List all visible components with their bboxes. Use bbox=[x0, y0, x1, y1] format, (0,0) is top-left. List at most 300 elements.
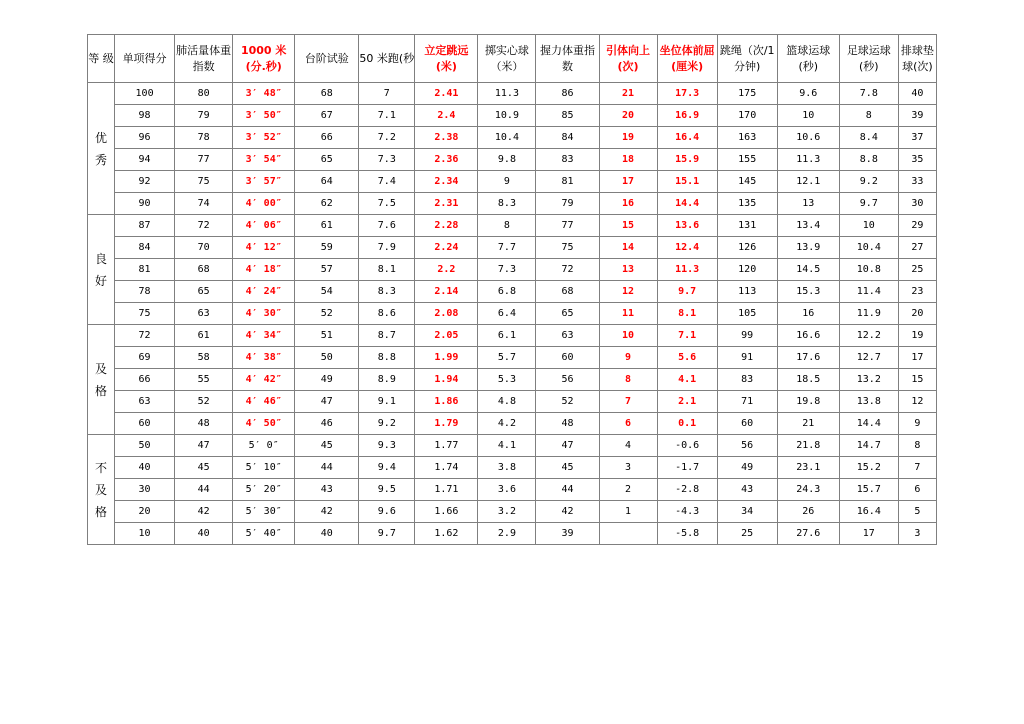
cell-pull-up: 17 bbox=[599, 171, 657, 193]
cell-sit-and-reach: -1.7 bbox=[657, 457, 717, 479]
cell-volleyball: 37 bbox=[898, 127, 936, 149]
cell-shot-put: 9.8 bbox=[478, 149, 536, 171]
cell-pull-up: 2 bbox=[599, 479, 657, 501]
cell-step-test: 61 bbox=[295, 215, 359, 237]
cell-football: 8.4 bbox=[839, 127, 898, 149]
header-step-test: 台阶试验 bbox=[295, 35, 359, 83]
cell-step-test: 49 bbox=[295, 369, 359, 391]
cell-score: 92 bbox=[115, 171, 175, 193]
cell-jump-rope: 49 bbox=[717, 457, 777, 479]
cell-football: 8 bbox=[839, 105, 898, 127]
cell-long-jump: 1.66 bbox=[415, 501, 478, 523]
cell-sit-and-reach: 0.1 bbox=[657, 413, 717, 435]
cell-sit-and-reach: 7.1 bbox=[657, 325, 717, 347]
cell-grip-strength: 81 bbox=[536, 171, 599, 193]
cell-pull-up: 15 bbox=[599, 215, 657, 237]
cell-shot-put: 6.4 bbox=[478, 303, 536, 325]
cell-grip-strength: 86 bbox=[536, 83, 599, 105]
cell-sit-and-reach: -4.3 bbox=[657, 501, 717, 523]
cell-volleyball: 7 bbox=[898, 457, 936, 479]
table-row bbox=[88, 369, 937, 391]
cell-50m: 7.9 bbox=[359, 237, 415, 259]
cell-long-jump: 1.62 bbox=[415, 523, 478, 545]
cell-jump-rope: 71 bbox=[717, 391, 777, 413]
header-row bbox=[88, 35, 937, 83]
cell-step-test: 43 bbox=[295, 479, 359, 501]
cell-basketball: 13 bbox=[777, 193, 839, 215]
cell-pull-up: 21 bbox=[599, 83, 657, 105]
cell-long-jump: 2.24 bbox=[415, 237, 478, 259]
table-row bbox=[88, 105, 937, 127]
cell-step-test: 57 bbox=[295, 259, 359, 281]
cell-jump-rope: 113 bbox=[717, 281, 777, 303]
table-row bbox=[88, 237, 937, 259]
cell-step-test: 54 bbox=[295, 281, 359, 303]
cell-1000m: 4′ 50″ bbox=[233, 413, 295, 435]
cell-long-jump: 1.86 bbox=[415, 391, 478, 413]
score-table bbox=[87, 34, 937, 545]
cell-basketball: 17.6 bbox=[777, 347, 839, 369]
table-row bbox=[88, 347, 937, 369]
cell-step-test: 66 bbox=[295, 127, 359, 149]
cell-vital-capacity: 77 bbox=[175, 149, 233, 171]
cell-long-jump: 1.71 bbox=[415, 479, 478, 501]
cell-jump-rope: 99 bbox=[717, 325, 777, 347]
cell-volleyball: 17 bbox=[898, 347, 936, 369]
cell-sit-and-reach: 15.1 bbox=[657, 171, 717, 193]
cell-vital-capacity: 40 bbox=[175, 523, 233, 545]
cell-grip-strength: 65 bbox=[536, 303, 599, 325]
cell-pull-up: 14 bbox=[599, 237, 657, 259]
cell-basketball: 13.4 bbox=[777, 215, 839, 237]
cell-vital-capacity: 44 bbox=[175, 479, 233, 501]
grade-label-char: 不 bbox=[95, 460, 108, 475]
cell-jump-rope: 175 bbox=[717, 83, 777, 105]
cell-score: 69 bbox=[115, 347, 175, 369]
cell-score: 96 bbox=[115, 127, 175, 149]
cell-volleyball: 12 bbox=[898, 391, 936, 413]
cell-sit-and-reach: 14.4 bbox=[657, 193, 717, 215]
cell-shot-put: 3.2 bbox=[478, 501, 536, 523]
cell-pull-up: 16 bbox=[599, 193, 657, 215]
cell-sit-and-reach: 5.6 bbox=[657, 347, 717, 369]
cell-jump-rope: 60 bbox=[717, 413, 777, 435]
cell-score: 98 bbox=[115, 105, 175, 127]
cell-grip-strength: 84 bbox=[536, 127, 599, 149]
cell-basketball: 23.1 bbox=[777, 457, 839, 479]
header-football: 足球运球(秒) bbox=[839, 35, 898, 83]
table-row bbox=[88, 281, 937, 303]
cell-sit-and-reach: 11.3 bbox=[657, 259, 717, 281]
header-grip-strength: 握力体重指数 bbox=[536, 35, 599, 83]
table-row bbox=[88, 391, 937, 413]
cell-1000m: 3′ 50″ bbox=[233, 105, 295, 127]
cell-vital-capacity: 70 bbox=[175, 237, 233, 259]
cell-football: 17 bbox=[839, 523, 898, 545]
table-row bbox=[88, 303, 937, 325]
cell-volleyball: 30 bbox=[898, 193, 936, 215]
cell-score: 100 bbox=[115, 83, 175, 105]
cell-jump-rope: 163 bbox=[717, 127, 777, 149]
table-body bbox=[88, 83, 937, 545]
header-pull-up: 引体向上(次) bbox=[599, 35, 657, 83]
cell-score: 30 bbox=[115, 479, 175, 501]
cell-football: 16.4 bbox=[839, 501, 898, 523]
cell-football: 12.7 bbox=[839, 347, 898, 369]
cell-football: 11.4 bbox=[839, 281, 898, 303]
cell-shot-put: 9 bbox=[478, 171, 536, 193]
cell-1000m: 5′ 40″ bbox=[233, 523, 295, 545]
cell-vital-capacity: 74 bbox=[175, 193, 233, 215]
cell-step-test: 42 bbox=[295, 501, 359, 523]
cell-50m: 7.3 bbox=[359, 149, 415, 171]
cell-1000m: 3′ 52″ bbox=[233, 127, 295, 149]
cell-jump-rope: 91 bbox=[717, 347, 777, 369]
cell-basketball: 9.6 bbox=[777, 83, 839, 105]
cell-long-jump: 1.94 bbox=[415, 369, 478, 391]
header-sit-and-reach: 坐位体前屈(厘米) bbox=[657, 35, 717, 83]
table-row bbox=[88, 171, 937, 193]
cell-sit-and-reach: -5.8 bbox=[657, 523, 717, 545]
cell-score: 94 bbox=[115, 149, 175, 171]
cell-vital-capacity: 58 bbox=[175, 347, 233, 369]
cell-long-jump: 2.38 bbox=[415, 127, 478, 149]
table-row bbox=[88, 193, 937, 215]
cell-basketball: 10.6 bbox=[777, 127, 839, 149]
cell-sit-and-reach: 2.1 bbox=[657, 391, 717, 413]
cell-football: 10.8 bbox=[839, 259, 898, 281]
cell-long-jump: 2.31 bbox=[415, 193, 478, 215]
cell-step-test: 59 bbox=[295, 237, 359, 259]
cell-50m: 9.6 bbox=[359, 501, 415, 523]
cell-long-jump: 1.77 bbox=[415, 435, 478, 457]
cell-sit-and-reach: 17.3 bbox=[657, 83, 717, 105]
cell-long-jump: 2.41 bbox=[415, 83, 478, 105]
cell-volleyball: 33 bbox=[898, 171, 936, 193]
cell-grip-strength: 56 bbox=[536, 369, 599, 391]
cell-basketball: 18.5 bbox=[777, 369, 839, 391]
cell-football: 9.2 bbox=[839, 171, 898, 193]
cell-volleyball: 6 bbox=[898, 479, 936, 501]
table-row bbox=[88, 523, 937, 545]
header-score: 单项得分 bbox=[115, 35, 175, 83]
cell-step-test: 46 bbox=[295, 413, 359, 435]
header-50m: 50 米跑(秒 bbox=[359, 35, 415, 83]
cell-jump-rope: 120 bbox=[717, 259, 777, 281]
cell-grip-strength: 52 bbox=[536, 391, 599, 413]
cell-50m: 8.1 bbox=[359, 259, 415, 281]
cell-1000m: 4′ 12″ bbox=[233, 237, 295, 259]
header-volleyball: 排球垫球(次) bbox=[898, 35, 936, 83]
table-row bbox=[88, 215, 937, 237]
cell-football: 14.4 bbox=[839, 413, 898, 435]
cell-step-test: 50 bbox=[295, 347, 359, 369]
cell-jump-rope: 105 bbox=[717, 303, 777, 325]
cell-football: 12.2 bbox=[839, 325, 898, 347]
cell-long-jump: 2.36 bbox=[415, 149, 478, 171]
cell-jump-rope: 135 bbox=[717, 193, 777, 215]
cell-pull-up: 12 bbox=[599, 281, 657, 303]
cell-shot-put: 8 bbox=[478, 215, 536, 237]
cell-pull-up: 7 bbox=[599, 391, 657, 413]
cell-vital-capacity: 52 bbox=[175, 391, 233, 413]
cell-basketball: 13.9 bbox=[777, 237, 839, 259]
cell-jump-rope: 131 bbox=[717, 215, 777, 237]
cell-pull-up: 13 bbox=[599, 259, 657, 281]
cell-grip-strength: 47 bbox=[536, 435, 599, 457]
cell-score: 75 bbox=[115, 303, 175, 325]
cell-1000m: 4′ 46″ bbox=[233, 391, 295, 413]
cell-shot-put: 6.1 bbox=[478, 325, 536, 347]
cell-vital-capacity: 48 bbox=[175, 413, 233, 435]
cell-50m: 8.9 bbox=[359, 369, 415, 391]
cell-1000m: 5′ 30″ bbox=[233, 501, 295, 523]
grade-label-char: 及 bbox=[95, 361, 108, 376]
cell-basketball: 19.8 bbox=[777, 391, 839, 413]
cell-1000m: 3′ 54″ bbox=[233, 149, 295, 171]
cell-jump-rope: 43 bbox=[717, 479, 777, 501]
cell-pull-up: 3 bbox=[599, 457, 657, 479]
cell-1000m: 5′ 10″ bbox=[233, 457, 295, 479]
cell-sit-and-reach: 16.4 bbox=[657, 127, 717, 149]
cell-vital-capacity: 79 bbox=[175, 105, 233, 127]
cell-step-test: 52 bbox=[295, 303, 359, 325]
cell-vital-capacity: 55 bbox=[175, 369, 233, 391]
cell-football: 15.7 bbox=[839, 479, 898, 501]
cell-50m: 9.4 bbox=[359, 457, 415, 479]
cell-grip-strength: 48 bbox=[536, 413, 599, 435]
cell-sit-and-reach: 16.9 bbox=[657, 105, 717, 127]
cell-score: 72 bbox=[115, 325, 175, 347]
cell-long-jump: 2.14 bbox=[415, 281, 478, 303]
cell-football: 9.7 bbox=[839, 193, 898, 215]
cell-50m: 8.8 bbox=[359, 347, 415, 369]
cell-football: 10.4 bbox=[839, 237, 898, 259]
cell-jump-rope: 145 bbox=[717, 171, 777, 193]
cell-sit-and-reach: -0.6 bbox=[657, 435, 717, 457]
cell-50m: 8.3 bbox=[359, 281, 415, 303]
cell-vital-capacity: 61 bbox=[175, 325, 233, 347]
cell-50m: 9.5 bbox=[359, 479, 415, 501]
cell-grip-strength: 39 bbox=[536, 523, 599, 545]
cell-jump-rope: 25 bbox=[717, 523, 777, 545]
cell-football: 7.8 bbox=[839, 83, 898, 105]
cell-volleyball: 19 bbox=[898, 325, 936, 347]
cell-step-test: 64 bbox=[295, 171, 359, 193]
cell-basketball: 26 bbox=[777, 501, 839, 523]
cell-50m: 7 bbox=[359, 83, 415, 105]
cell-sit-and-reach: 4.1 bbox=[657, 369, 717, 391]
grade-label-char: 良 bbox=[95, 251, 108, 266]
cell-vital-capacity: 75 bbox=[175, 171, 233, 193]
cell-basketball: 15.3 bbox=[777, 281, 839, 303]
cell-score: 78 bbox=[115, 281, 175, 303]
cell-50m: 9.2 bbox=[359, 413, 415, 435]
cell-grip-strength: 85 bbox=[536, 105, 599, 127]
cell-50m: 7.6 bbox=[359, 215, 415, 237]
cell-shot-put: 5.7 bbox=[478, 347, 536, 369]
cell-shot-put: 7.7 bbox=[478, 237, 536, 259]
cell-1000m: 3′ 57″ bbox=[233, 171, 295, 193]
table-row bbox=[88, 83, 937, 105]
cell-sit-and-reach: 12.4 bbox=[657, 237, 717, 259]
cell-volleyball: 8 bbox=[898, 435, 936, 457]
header-grade: 等 级 bbox=[88, 35, 115, 83]
cell-basketball: 24.3 bbox=[777, 479, 839, 501]
cell-grip-strength: 60 bbox=[536, 347, 599, 369]
table-row bbox=[88, 435, 937, 457]
grade-label-char: 好 bbox=[95, 273, 108, 288]
cell-volleyball: 29 bbox=[898, 215, 936, 237]
cell-vital-capacity: 72 bbox=[175, 215, 233, 237]
cell-jump-rope: 56 bbox=[717, 435, 777, 457]
cell-50m: 7.2 bbox=[359, 127, 415, 149]
cell-sit-and-reach: -2.8 bbox=[657, 479, 717, 501]
cell-pull-up: 4 bbox=[599, 435, 657, 457]
cell-basketball: 14.5 bbox=[777, 259, 839, 281]
cell-sit-and-reach: 13.6 bbox=[657, 215, 717, 237]
cell-shot-put: 10.9 bbox=[478, 105, 536, 127]
cell-football: 8.8 bbox=[839, 149, 898, 171]
cell-volleyball: 3 bbox=[898, 523, 936, 545]
cell-1000m: 4′ 34″ bbox=[233, 325, 295, 347]
header-long-jump: 立定跳远(米) bbox=[415, 35, 478, 83]
cell-shot-put: 10.4 bbox=[478, 127, 536, 149]
cell-basketball: 27.6 bbox=[777, 523, 839, 545]
cell-volleyball: 5 bbox=[898, 501, 936, 523]
cell-grip-strength: 75 bbox=[536, 237, 599, 259]
cell-football: 15.2 bbox=[839, 457, 898, 479]
cell-1000m: 4′ 18″ bbox=[233, 259, 295, 281]
cell-pull-up: 19 bbox=[599, 127, 657, 149]
cell-pull-up: 11 bbox=[599, 303, 657, 325]
cell-step-test: 44 bbox=[295, 457, 359, 479]
cell-1000m: 4′ 00″ bbox=[233, 193, 295, 215]
cell-score: 87 bbox=[115, 215, 175, 237]
cell-long-jump: 2.34 bbox=[415, 171, 478, 193]
cell-step-test: 62 bbox=[295, 193, 359, 215]
cell-score: 40 bbox=[115, 457, 175, 479]
cell-1000m: 4′ 38″ bbox=[233, 347, 295, 369]
table-row bbox=[88, 413, 937, 435]
cell-50m: 8.6 bbox=[359, 303, 415, 325]
cell-volleyball: 35 bbox=[898, 149, 936, 171]
cell-pull-up: 20 bbox=[599, 105, 657, 127]
cell-long-jump: 1.79 bbox=[415, 413, 478, 435]
cell-volleyball: 40 bbox=[898, 83, 936, 105]
cell-volleyball: 39 bbox=[898, 105, 936, 127]
cell-shot-put: 5.3 bbox=[478, 369, 536, 391]
header-shot-put: 掷实心球（米） bbox=[478, 35, 536, 83]
cell-basketball: 11.3 bbox=[777, 149, 839, 171]
cell-score: 60 bbox=[115, 413, 175, 435]
cell-score: 81 bbox=[115, 259, 175, 281]
cell-shot-put: 4.1 bbox=[478, 435, 536, 457]
cell-vital-capacity: 47 bbox=[175, 435, 233, 457]
cell-shot-put: 2.9 bbox=[478, 523, 536, 545]
cell-1000m: 4′ 30″ bbox=[233, 303, 295, 325]
cell-vital-capacity: 68 bbox=[175, 259, 233, 281]
cell-jump-rope: 170 bbox=[717, 105, 777, 127]
cell-vital-capacity: 65 bbox=[175, 281, 233, 303]
cell-grip-strength: 83 bbox=[536, 149, 599, 171]
cell-1000m: 4′ 42″ bbox=[233, 369, 295, 391]
cell-jump-rope: 83 bbox=[717, 369, 777, 391]
cell-football: 13.2 bbox=[839, 369, 898, 391]
cell-50m: 7.1 bbox=[359, 105, 415, 127]
cell-long-jump: 2.08 bbox=[415, 303, 478, 325]
cell-shot-put: 4.8 bbox=[478, 391, 536, 413]
grade-label-char: 及 bbox=[95, 482, 108, 497]
cell-50m: 9.1 bbox=[359, 391, 415, 413]
cell-shot-put: 7.3 bbox=[478, 259, 536, 281]
cell-grip-strength: 45 bbox=[536, 457, 599, 479]
header-jump-rope: 跳绳（次/1分钟) bbox=[717, 35, 777, 83]
cell-shot-put: 6.8 bbox=[478, 281, 536, 303]
table-row bbox=[88, 149, 937, 171]
cell-jump-rope: 126 bbox=[717, 237, 777, 259]
cell-1000m: 5′ 20″ bbox=[233, 479, 295, 501]
grade-label-char: 格 bbox=[95, 504, 108, 519]
cell-long-jump: 1.99 bbox=[415, 347, 478, 369]
table-row bbox=[88, 479, 937, 501]
cell-pull-up: 18 bbox=[599, 149, 657, 171]
cell-shot-put: 8.3 bbox=[478, 193, 536, 215]
header-1000m: 1000 米 (分.秒) bbox=[233, 35, 295, 83]
cell-jump-rope: 34 bbox=[717, 501, 777, 523]
cell-score: 66 bbox=[115, 369, 175, 391]
cell-shot-put: 3.6 bbox=[478, 479, 536, 501]
grade-label-char: 优 bbox=[95, 130, 108, 145]
cell-vital-capacity: 45 bbox=[175, 457, 233, 479]
cell-score: 50 bbox=[115, 435, 175, 457]
cell-football: 10 bbox=[839, 215, 898, 237]
cell-50m: 7.5 bbox=[359, 193, 415, 215]
cell-grip-strength: 72 bbox=[536, 259, 599, 281]
cell-jump-rope: 155 bbox=[717, 149, 777, 171]
cell-grip-strength: 44 bbox=[536, 479, 599, 501]
cell-long-jump: 2.2 bbox=[415, 259, 478, 281]
cell-step-test: 67 bbox=[295, 105, 359, 127]
cell-vital-capacity: 78 bbox=[175, 127, 233, 149]
cell-grip-strength: 77 bbox=[536, 215, 599, 237]
cell-1000m: 4′ 06″ bbox=[233, 215, 295, 237]
cell-50m: 9.3 bbox=[359, 435, 415, 457]
cell-sit-and-reach: 8.1 bbox=[657, 303, 717, 325]
cell-basketball: 12.1 bbox=[777, 171, 839, 193]
cell-pull-up: 10 bbox=[599, 325, 657, 347]
grade-cell bbox=[88, 83, 115, 215]
cell-50m: 8.7 bbox=[359, 325, 415, 347]
cell-pull-up bbox=[599, 523, 657, 545]
cell-pull-up: 9 bbox=[599, 347, 657, 369]
grade-cell bbox=[88, 215, 115, 325]
cell-long-jump: 2.28 bbox=[415, 215, 478, 237]
cell-shot-put: 3.8 bbox=[478, 457, 536, 479]
cell-pull-up: 1 bbox=[599, 501, 657, 523]
cell-step-test: 51 bbox=[295, 325, 359, 347]
cell-50m: 7.4 bbox=[359, 171, 415, 193]
cell-football: 11.9 bbox=[839, 303, 898, 325]
grade-cell bbox=[88, 325, 115, 435]
cell-1000m: 4′ 24″ bbox=[233, 281, 295, 303]
grade-label-char: 秀 bbox=[95, 152, 108, 167]
cell-step-test: 45 bbox=[295, 435, 359, 457]
cell-step-test: 47 bbox=[295, 391, 359, 413]
cell-football: 14.7 bbox=[839, 435, 898, 457]
table-row bbox=[88, 501, 937, 523]
cell-grip-strength: 79 bbox=[536, 193, 599, 215]
